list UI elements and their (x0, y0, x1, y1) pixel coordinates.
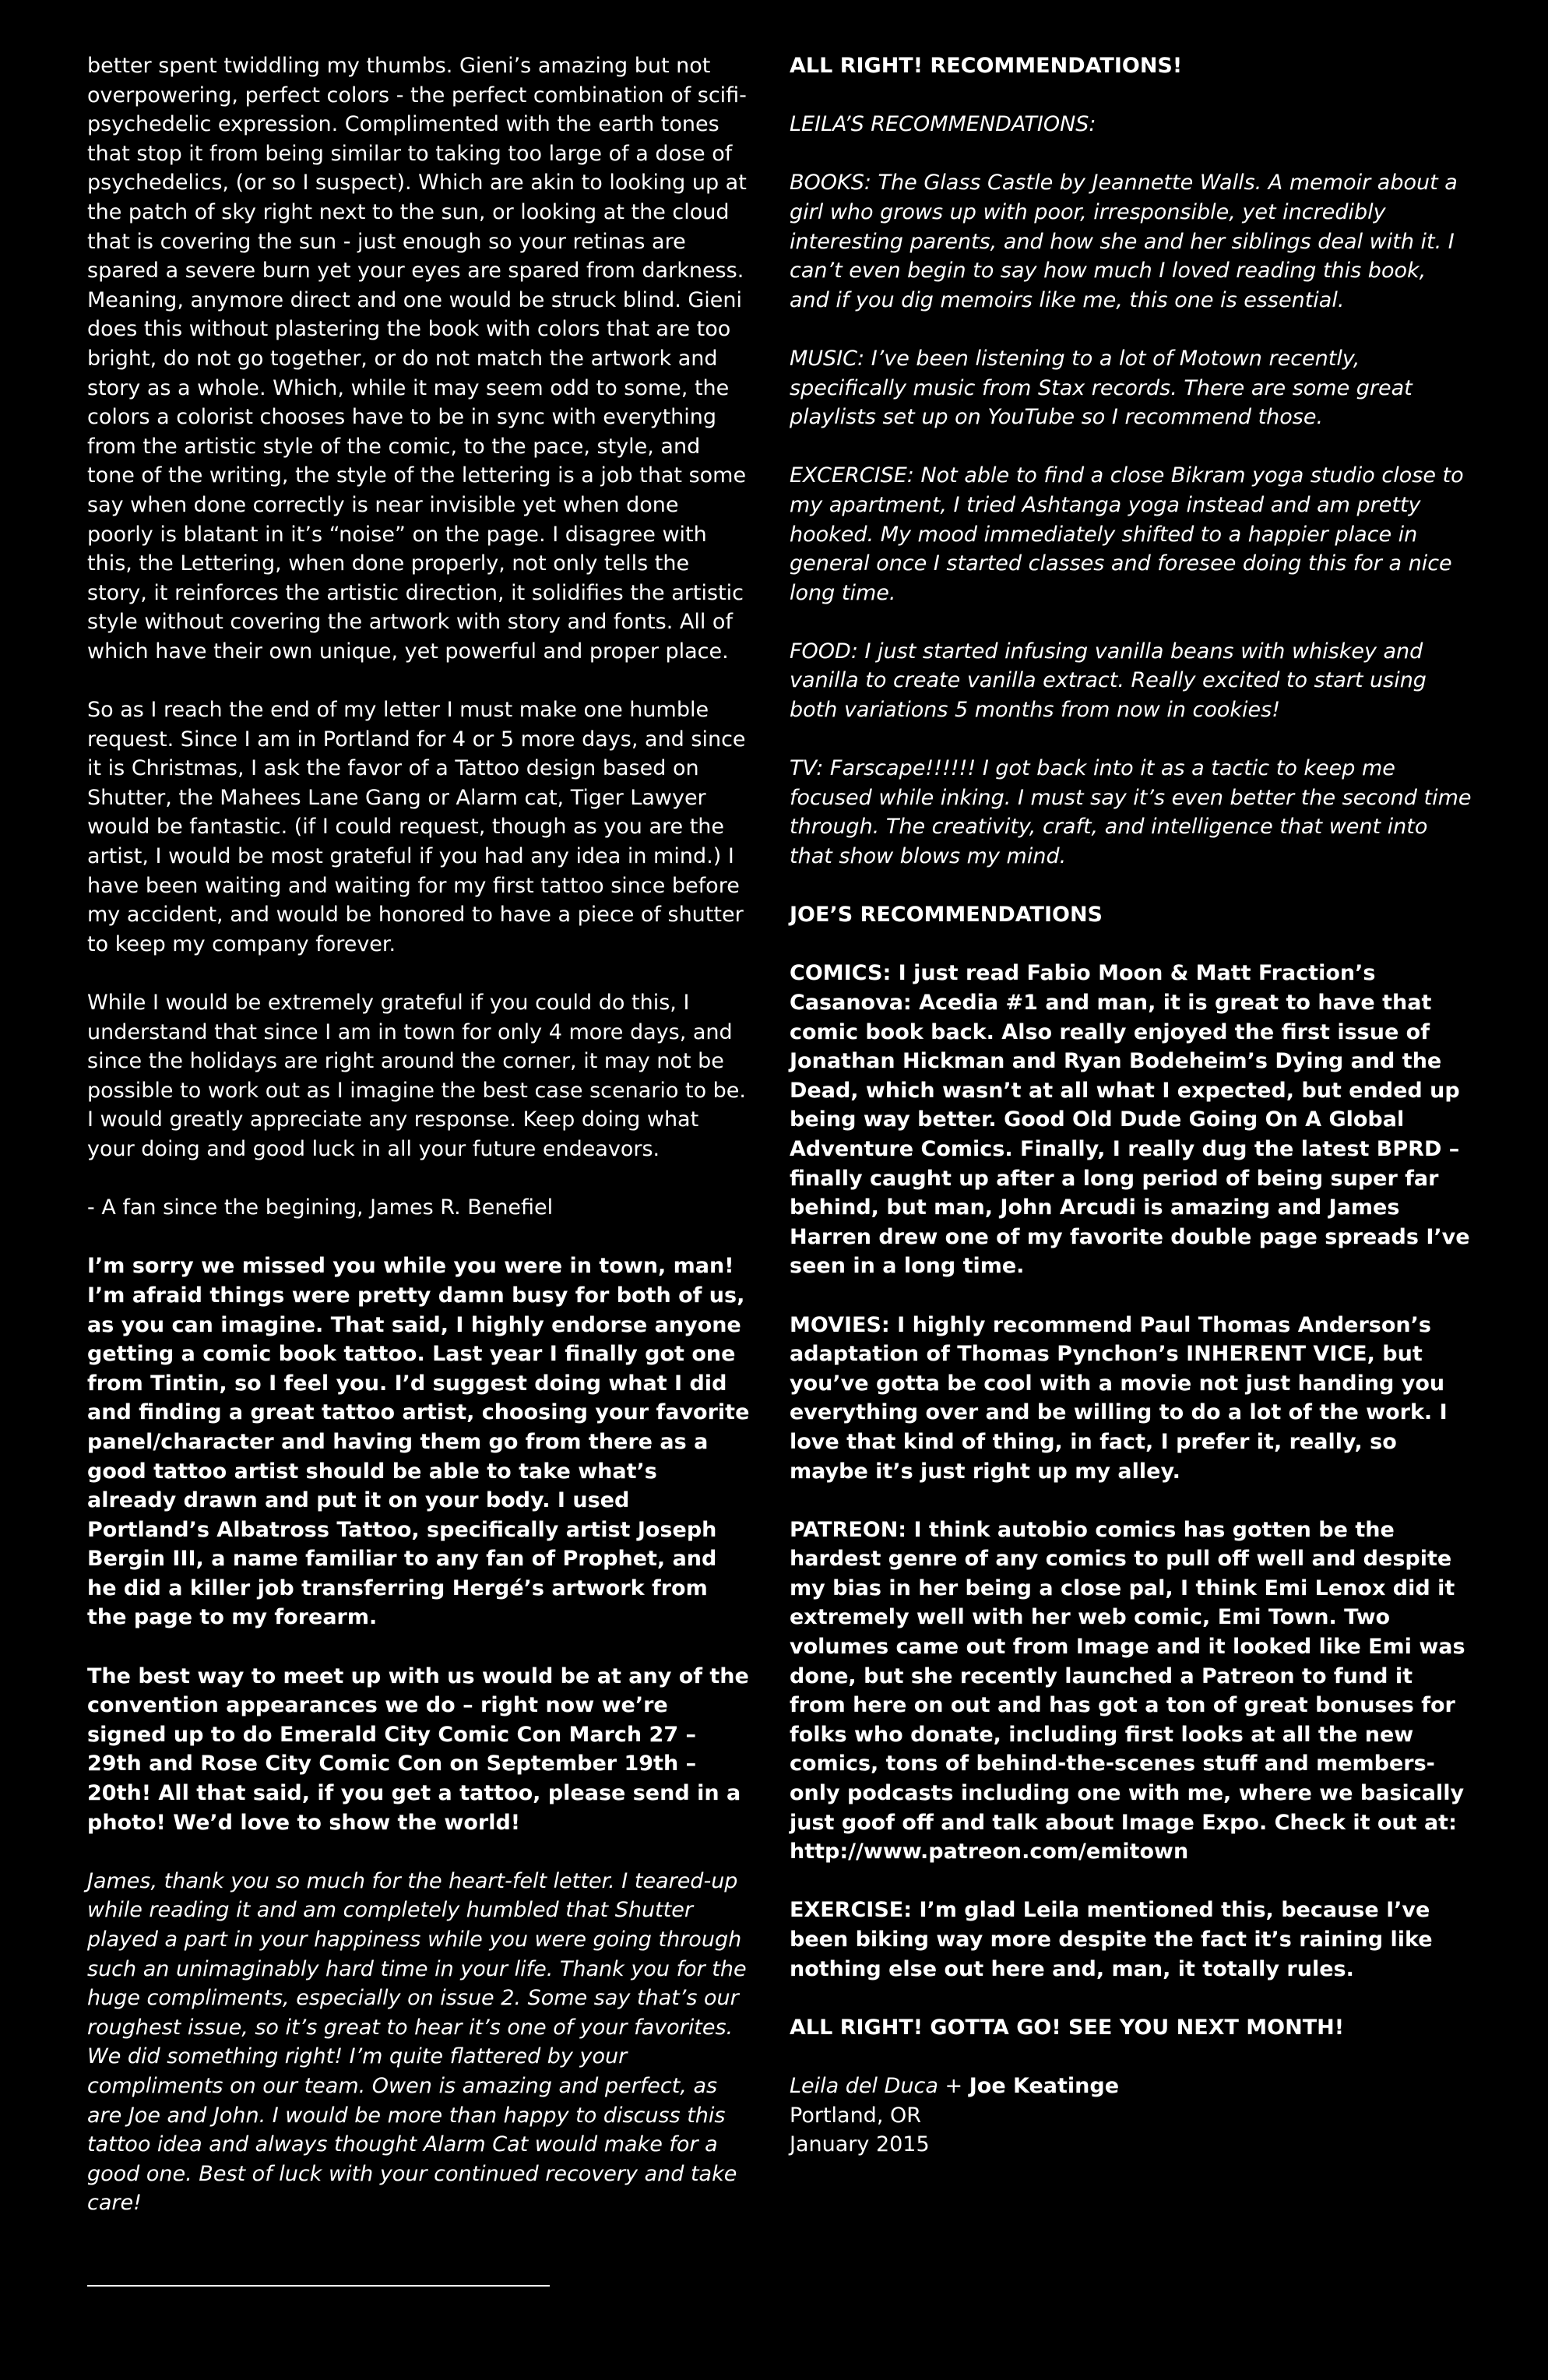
sign-off: ALL RIGHT! GOTTA GO! SEE YOU NEXT MONTH! (790, 2015, 1345, 2040)
letter-continued-paragraph: better spent twiddling my thumbs. Gieni’s amazing but not overpowering, perfect colors - the perfect combination of scifi-psychedelic expression. Complimented with the earth tones that stop it from being similar to taking too large of a dose of psychedelics, (or so I suspect). Which are akin to looking up at the patch of sky right next to the sun, or looking at the cloud that is covering the sun - just enough so your retinas are spared a severe burn yet your eyes are spared from darkness. Meaning, anymore direct and one would be struck blind. Gieni does this without plastering the book with colors that are too bright, do not go together, or do not match the artwork and story as a whole. Which, while it may seem odd to some, the colors a colorist chooses have to be in sync with everything from the artistic style of the comic, to the pace, style, and tone of the writing, the style of the lettering is a job that some say when done correctly is near invisible yet when done poorly is blatant in it’s “noise” on the page. I disagree with this, the Lettering, when done properly, not only tells the story, it reinforces the artistic direction, it solidifies the artistic style without covering the artwork with story and fonts. All of which have their own unique, yet powerful and proper place. (87, 54, 747, 664)
letter-request-paragraph: So as I reach the end of my letter I must make one humble request. Since I am in Portland for 4 or 5 more days, and since it is Christmas, I ask the favor of a Tattoo design based on Shutter, the Mahees Lane Gang or Alarm cat, Tiger Lawyer would be fantastic. (if I could request, though as you are the artist, I would be most grateful if you had any idea in mind.) I have been waiting and waiting for my first tattoo since before my accident, and would be honored to have a piece of shutter to keep my company forever. (87, 698, 746, 956)
leila-recommendations-heading: LEILA’S RECOMMENDATIONS: (790, 112, 1096, 137)
signature-location: Portland, OR (790, 2103, 922, 2128)
joe-patreon-recommendation: PATREON: I think autobio comics has gotten be the hardest genre of any comics to pull off well and despite my bias in her being a close pal, I think Emi Lenox did it extremely well with her web comic, Emi Town. Two volumes came out from Image and it looked like Emi was done, but she recently launched a Patreon to fund it from here on out and has got a ton of great bonuses for folks who donate, including first looks at all the new comics, tons of behind-the-scenes stuff and members-only podcasts including one with me, where we basically just goof off and talk about Image Expo. Check it out at: http://www.patreon.com/emitown (790, 1517, 1465, 1864)
right-column (790, 51, 1472, 2160)
joe-exercise-recommendation: EXERCISE: I’m glad Leila mentioned this, because I’ve been biking way more despite the fact it’s raining like nothing else out here and, man, it totally rules. (790, 1898, 1433, 1981)
recommendations-heading: ALL RIGHT! RECOMMENDATIONS! (790, 54, 1183, 78)
signature-names (790, 2072, 1472, 2101)
leila-food-recommendation: FOOD: I just started infusing vanilla beans with whiskey and vanilla to create vanilla extract. Really excited to start using both variations 5 months from now in cookies! (790, 639, 1427, 723)
joe-recommendations-heading: JOE’S RECOMMENDATIONS (790, 903, 1103, 928)
joe-comics-recommendation: COMICS: I just read Fabio Moon & Matt Fraction’s Casanova: Acedia #1 and man, it is great to have that comic book back. Also really enjoyed the first issue of Jonathan Hickman and Ryan Bodeheim’s Dying and the Dead, which wasn’t at all what I expected, but ended up being way better. Good Old Dude Going On A Global Adventure Comics. Finally, I really dug the latest BPRD – finally caught up after a long period of being super far behind, but man, John Arcudi is amazing and James Harren drew one of my favorite double page spreads I’ve seen in a long time. (790, 961, 1470, 1279)
letter-signature: - A fan since the begining, James R. Benefiel (87, 1195, 554, 1220)
leila-exercise-recommendation: EXCERCISE: Not able to find a close Bikram yoga studio close to my apartment, I tried Ashtanga yoga instead and am pretty hooked. My mood immediately shifted to a happier place in general once I started classes and foresee doing this for a nice long time. (790, 463, 1464, 605)
joe-reply-paragraph-1: I’m sorry we missed you while you were in town, man! I’m afraid things were pretty damn busy for both of us, as you can imagine. That said, I highly endorse anyone getting a comic book tattoo. Last year I finally got one from Tintin, so I feel you. I’d suggest doing what I did and finding a great tattoo artist, choosing your favorite panel/character and having them go from there as a good tattoo artist should be able to take what’s already drawn and put it on your body. I used Portland’s Albatross Tattoo, specifically artist Joseph Bergin III, a name familiar to any fan of Prophet, and he did a killer job transferring Hergé’s artwork from the page to my forearm. (87, 1254, 750, 1630)
letter-closing-paragraph: While I would be extremely grateful if you could do this, I understand that since I am in town for only 4 more days, and since the holidays are right around the corner, it may not be possible to work out as I imagine the best case scenario to be. I would greatly appreciate any response. Keep doing what your doing and good luck in all your future endeavors. (87, 991, 747, 1161)
left-column (87, 51, 751, 2248)
signature-joiner: + (938, 2073, 969, 2098)
section-divider (87, 2285, 550, 2287)
leila-music-recommendation: MUSIC: I’ve been listening to a lot of Motown recently, specifically music from Stax records. There are some great playlists set up on YouTube so I recommend those. (790, 346, 1413, 430)
signature-joe: Joe Keatinge (969, 2073, 1120, 2098)
signature-leila: Leila del Duca (790, 2073, 938, 2098)
joe-movies-recommendation: MOVIES: I highly recommend Paul Thomas Anderson’s adaptation of Thomas Pynchon’s INHERENT VICE, but you’ve gotta be cool with a movie not just handing you everything over and be willing to do a lot of the work. I love that kind of thing, in fact, I prefer it, really, so maybe it’s just right up my alley. (790, 1312, 1448, 1484)
leila-tv-recommendation: TV: Farscape!!!!!! I got back into it as a tactic to keep me focused while inking. I must say it’s even better the second time through. The creativity, craft, and intelligence that went into that show blows my mind. (790, 756, 1472, 869)
joe-reply-paragraph-2: The best way to meet up with us would be at any of the convention appearances we do – right now we’re signed up to do Emerald City Comic Con March 27 – 29th and Rose City Comic Con on September 19th – 20th! All that said, if you get a tattoo, please send in a photo! We’d love to show the world! (87, 1664, 749, 1835)
leila-books-recommendation: BOOKS: The Glass Castle by Jeannette Walls. A memoir about a girl who grows up with poor, irresponsible, yet incredibly interesting parents, and how she and her siblings deal with it. I can’t even begin to say how much I loved reading this book, and if you dig memoirs like me, this one is essential. (790, 171, 1458, 312)
leila-reply-paragraph: James, thank you so much for the heart-felt letter. I teared-up while reading it and am completely humbled that Shutter played a part in your happiness while you were going through such an unimaginably hard time in your life. Thank you for the huge compliments, especially on issue 2. Some say that’s our roughest issue, so it’s great to hear it’s one of your favorites. We did something right! I’m quite flattered by your compliments on our team. Owen is amazing and perfect, as are Joe and John. I would be more than happy to discuss this tattoo idea and always thought Alarm Cat would make for a good one. Best of luck with your continued recovery and take care! (87, 1868, 747, 2216)
signature-date: January 2015 (790, 2132, 930, 2157)
signature-block (790, 2072, 1472, 2160)
